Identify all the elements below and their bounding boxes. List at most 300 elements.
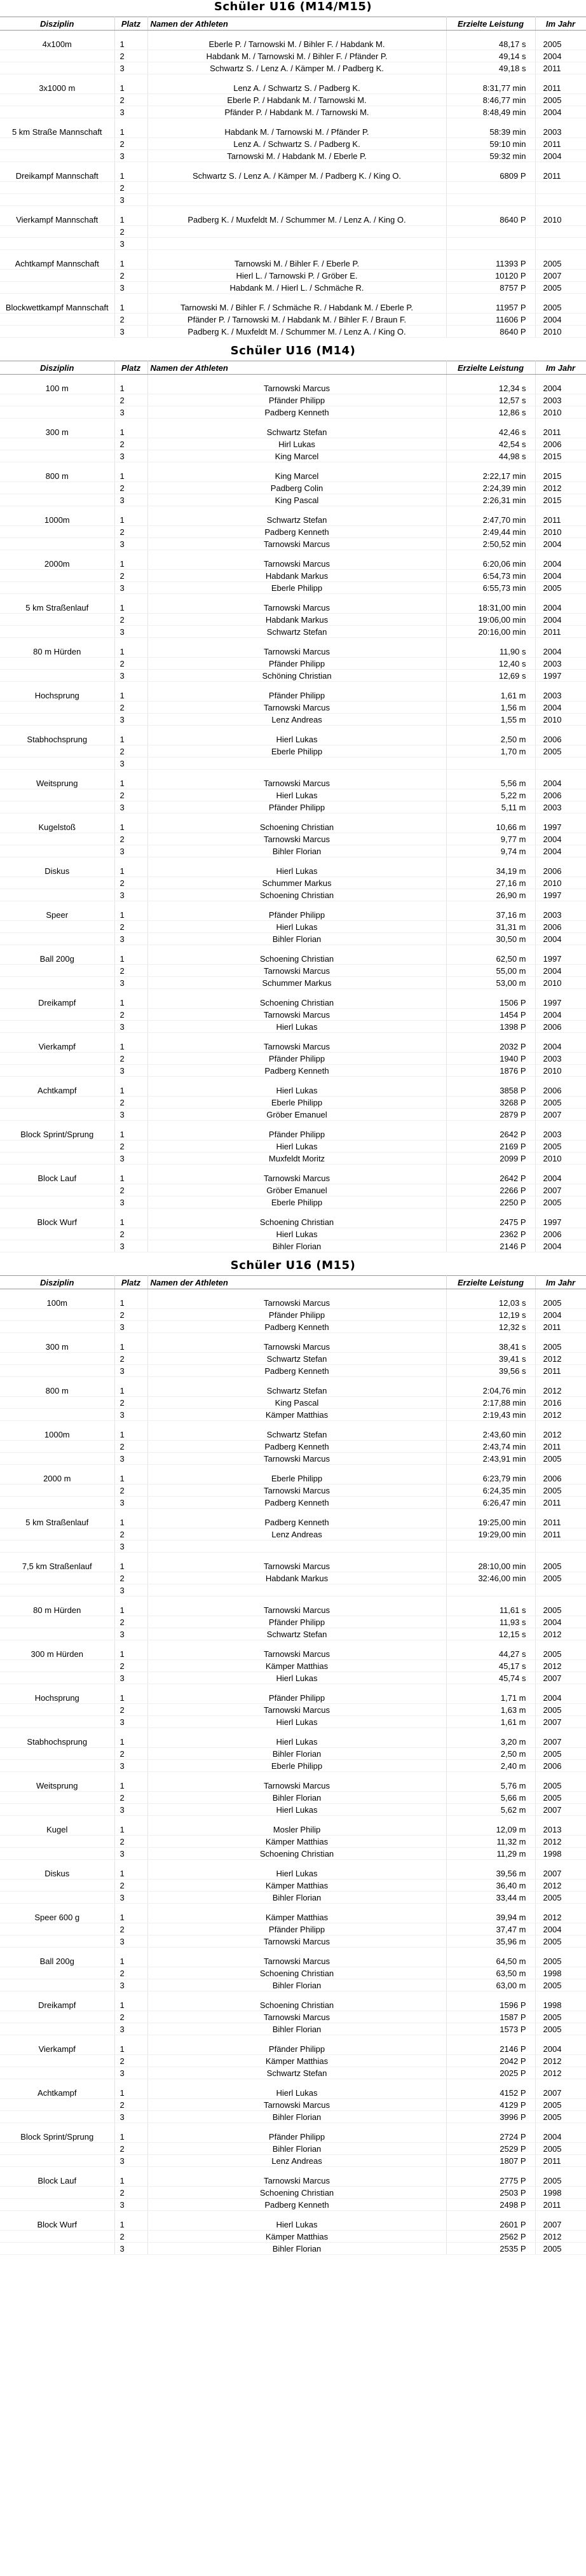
year-cell: 1998 (535, 1967, 586, 1979)
athletes-cell: Tarnowski Marcus (147, 1041, 446, 1053)
spacer-row (0, 294, 586, 302)
spacer-row (0, 550, 586, 558)
place-cell: 2 (114, 394, 147, 406)
discipline-cell: Block Wurf (0, 1216, 114, 1228)
performance-cell: 2:50,52 min (446, 538, 535, 550)
athletes-cell: Tarnowski M. / Bihler F. / Schmäche R. / Habdank M. / Eberle P. (147, 301, 446, 314)
table-row (0, 1009, 586, 1021)
discipline-cell: Speer 600 g (0, 1911, 114, 1923)
table-row (0, 997, 586, 1009)
discipline-cell (0, 614, 114, 626)
table-row (0, 2111, 586, 2123)
performance-cell: 6:54,73 min (446, 570, 535, 582)
athletes-cell: Schummer Markus (147, 977, 446, 989)
performance-cell: 34,19 m (446, 865, 535, 877)
year-cell: 2011 (535, 170, 586, 182)
discipline-cell: 800 m (0, 1385, 114, 1397)
table-row (0, 1097, 586, 1109)
discipline-cell (0, 150, 114, 162)
place-cell: 2 (114, 877, 147, 889)
year-cell: 2005 (535, 2175, 586, 2187)
section-title: Schüler U16 (M15) (230, 1259, 356, 1272)
place-cell: 2 (114, 50, 147, 62)
place-cell: 2 (114, 1572, 147, 1584)
performance-cell: 2:19,43 min (446, 1409, 535, 1421)
table-row (0, 106, 586, 118)
place-cell: 3 (114, 845, 147, 857)
performance-cell: 45,17 s (446, 1660, 535, 1672)
performance-cell: 2:04,76 min (446, 1385, 535, 1397)
table-row (0, 2011, 586, 2023)
year-cell: 1997 (535, 821, 586, 833)
table-row (0, 1560, 586, 1572)
athletes-cell: Pfänder Philipp (147, 1923, 446, 1935)
spacer-row (0, 1033, 586, 1041)
year-cell: 2011 (535, 82, 586, 94)
performance-cell: 36,40 m (446, 1880, 535, 1892)
athletes-cell: King Pascal (147, 1397, 446, 1409)
table-row (0, 646, 586, 658)
discipline-cell: 5 km Straßenlauf (0, 602, 114, 614)
table-row (0, 382, 586, 394)
place-cell: 2 (114, 1880, 147, 1892)
performance-cell: 26,90 m (446, 889, 535, 901)
athletes-cell: Schwartz Stefan (147, 426, 446, 438)
place-cell: 3 (114, 494, 147, 506)
athletes-cell: Hierl Lukas (147, 733, 446, 745)
discipline-cell (0, 282, 114, 294)
athletes-cell: Habdank Markus (147, 614, 446, 626)
performance-cell: 12,19 s (446, 1309, 535, 1321)
spacer-row (0, 770, 586, 778)
place-cell: 2 (114, 182, 147, 194)
place-cell: 1 (114, 733, 147, 745)
athletes-cell: Padberg Colin (147, 482, 446, 494)
performance-cell: 37,16 m (446, 909, 535, 921)
place-cell: 2 (114, 570, 147, 582)
discipline-cell (0, 538, 114, 550)
discipline-cell (0, 50, 114, 62)
performance-cell: 39,94 m (446, 1911, 535, 1923)
athletes-cell: Pfänder P. / Tarnowski M. / Habdank M. / Bihler F. / Braun F. (147, 314, 446, 326)
place-cell: 3 (114, 626, 147, 638)
athletes-cell: Schwartz Stefan (147, 1385, 446, 1397)
table-row (0, 1140, 586, 1153)
discipline-cell (0, 194, 114, 206)
year-cell: 2007 (535, 1867, 586, 1880)
place-cell: 2 (114, 1528, 147, 1541)
performance-cell: 11,90 s (446, 646, 535, 658)
discipline-cell: Diskus (0, 1867, 114, 1880)
discipline-cell (0, 450, 114, 462)
place-cell: 2 (114, 1184, 147, 1196)
year-cell: 2012 (535, 482, 586, 494)
table-row (0, 1041, 586, 1053)
discipline-cell: 100m (0, 1297, 114, 1309)
table-row (0, 182, 586, 194)
athletes-cell: Tarnowski Marcus (147, 833, 446, 845)
table-row (0, 821, 586, 833)
performance-cell: 2042 P (446, 2055, 535, 2067)
athletes-cell: Schoening Christian (147, 1967, 446, 1979)
year-cell: 2011 (535, 1365, 586, 1377)
performance-cell: 33,44 m (446, 1892, 535, 1904)
performance-cell: 1876 P (446, 1065, 535, 1077)
place-cell: 2 (114, 2055, 147, 2067)
discipline-cell (0, 1541, 114, 1553)
performance-cell (446, 238, 535, 250)
place-cell: 3 (114, 406, 147, 419)
place-cell: 3 (114, 538, 147, 550)
table-row (0, 394, 586, 406)
table-row (0, 2187, 586, 2199)
athletes-cell: Habdank M. / Hierl L. / Schmäche R. (147, 282, 446, 294)
performance-cell: 1,61 m (446, 689, 535, 702)
year-cell: 2004 (535, 602, 586, 614)
athletes-cell: Muxfeldt Moritz (147, 1153, 446, 1165)
year-cell: 2010 (535, 714, 586, 726)
column-header-year: Im Jahr (535, 361, 586, 375)
athletes-cell: Padberg Kenneth (147, 526, 446, 538)
performance-cell: 1,56 m (446, 702, 535, 714)
performance-cell: 12,09 m (446, 1824, 535, 1836)
place-cell: 1 (114, 1560, 147, 1572)
performance-cell: 2:47,70 min (446, 514, 535, 526)
year-cell: 2007 (535, 270, 586, 282)
year-cell: 2006 (535, 1760, 586, 1772)
place-cell: 3 (114, 1021, 147, 1033)
table-row (0, 94, 586, 106)
place-cell: 3 (114, 1804, 147, 1816)
year-cell: 2005 (535, 2243, 586, 2255)
table-row (0, 1065, 586, 1077)
spacer-row (0, 1165, 586, 1173)
place-cell: 1 (114, 1867, 147, 1880)
performance-cell (446, 1541, 535, 1553)
performance-cell: 2642 P (446, 1172, 535, 1184)
place-cell: 3 (114, 714, 147, 726)
discipline-cell: 100 m (0, 382, 114, 394)
table-row (0, 1321, 586, 1333)
table-row (0, 953, 586, 965)
discipline-cell: Ball 200g (0, 953, 114, 965)
year-cell: 2004 (535, 314, 586, 326)
performance-cell: 6:24,35 min (446, 1485, 535, 1497)
spacer-row (0, 375, 586, 383)
performance-cell: 4152 P (446, 2087, 535, 2099)
performance-cell: 11957 P (446, 301, 535, 314)
place-cell: 3 (114, 1892, 147, 1904)
year-cell: 2012 (535, 1660, 586, 1672)
table-row (0, 789, 586, 801)
place-cell: 1 (114, 1172, 147, 1184)
year-cell: 2005 (535, 1097, 586, 1109)
table-row (0, 1128, 586, 1140)
year-cell: 2012 (535, 1836, 586, 1848)
place-cell: 1 (114, 170, 147, 182)
table-row (0, 301, 586, 314)
athletes-cell: Pfänder Philipp (147, 1692, 446, 1704)
discipline-cell (0, 582, 114, 594)
year-cell: 2004 (535, 2131, 586, 2143)
table-row (0, 1616, 586, 1628)
performance-cell: 11,32 m (446, 1836, 535, 1848)
table-row (0, 38, 586, 50)
place-cell: 3 (114, 1196, 147, 1208)
spacer-row (0, 1684, 586, 1693)
athletes-cell: Tarnowski M. / Habdank M. / Eberle P. (147, 150, 446, 162)
discipline-cell (0, 1716, 114, 1728)
place-cell: 2 (114, 1097, 147, 1109)
year-cell: 2010 (535, 406, 586, 419)
table-row (0, 50, 586, 62)
table-header-row (0, 361, 586, 375)
performance-cell: 2250 P (446, 1196, 535, 1208)
discipline-cell: 80 m Hürden (0, 1604, 114, 1616)
athletes-cell: Pfänder Philipp (147, 394, 446, 406)
discipline-cell (0, 1065, 114, 1077)
performance-cell: 30,50 m (446, 933, 535, 945)
table-row (0, 1748, 586, 1760)
performance-cell: 2266 P (446, 1184, 535, 1196)
athletes-cell (147, 1541, 446, 1553)
table-row (0, 1848, 586, 1860)
discipline-cell (0, 2243, 114, 2255)
place-cell: 3 (114, 582, 147, 594)
athletes-cell: Schwartz S. / Lenz A. / Kämper M. / Padberg K. (147, 62, 446, 74)
discipline-cell (0, 138, 114, 150)
performance-cell: 2025 P (446, 2067, 535, 2079)
year-cell: 2012 (535, 2231, 586, 2243)
year-cell: 2004 (535, 538, 586, 550)
performance-cell: 39,56 m (446, 1867, 535, 1880)
performance-cell: 49,14 s (446, 50, 535, 62)
column-header-names: Namen der Athleten (147, 361, 446, 375)
year-cell: 2006 (535, 865, 586, 877)
place-cell: 1 (114, 382, 147, 394)
table-row (0, 438, 586, 450)
year-cell: 2010 (535, 214, 586, 226)
discipline-cell (0, 1097, 114, 1109)
place-cell: 2 (114, 789, 147, 801)
discipline-cell (0, 1616, 114, 1628)
performance-cell: 8:48,49 min (446, 106, 535, 118)
athletes-cell: Pfänder Philipp (147, 1309, 446, 1321)
records-table (0, 17, 586, 338)
table-row (0, 733, 586, 745)
table-row (0, 745, 586, 758)
place-cell: 2 (114, 226, 147, 238)
athletes-cell: Tarnowski Marcus (147, 1172, 446, 1184)
spacer-row (0, 2123, 586, 2131)
discipline-cell: Achtkampf (0, 2087, 114, 2099)
place-cell: 3 (114, 282, 147, 294)
athletes-cell: Bihler Florian (147, 933, 446, 945)
place-cell: 1 (114, 1297, 147, 1309)
year-cell: 2011 (535, 1441, 586, 1453)
discipline-cell (0, 1184, 114, 1196)
performance-cell: 19:06,00 min (446, 614, 535, 626)
athletes-cell: Tarnowski Marcus (147, 1297, 446, 1309)
performance-cell: 31,31 m (446, 921, 535, 933)
place-cell: 3 (114, 326, 147, 338)
discipline-cell: Stabhochsprung (0, 1736, 114, 1748)
athletes-cell: Hierl Lukas (147, 1716, 446, 1728)
place-cell: 2 (114, 2099, 147, 2111)
athletes-cell: Padberg K. / Muxfeldt M. / Schummer M. / Lenz A. / King O. (147, 214, 446, 226)
discipline-cell (0, 933, 114, 945)
athletes-cell: Lenz A. / Schwartz S. / Padberg K. (147, 82, 446, 94)
table-row (0, 1485, 586, 1497)
spacer-row (0, 1816, 586, 1824)
discipline-cell (0, 801, 114, 814)
athletes-cell: Tarnowski Marcus (147, 602, 446, 614)
athletes-cell: Hierl Lukas (147, 2087, 446, 2099)
place-cell: 1 (114, 777, 147, 789)
athletes-cell: Padberg Kenneth (147, 406, 446, 419)
year-cell: 2004 (535, 614, 586, 626)
athletes-cell: Tarnowski Marcus (147, 1341, 446, 1353)
year-cell: 2005 (535, 2099, 586, 2111)
place-cell: 3 (114, 1497, 147, 1509)
year-cell: 2005 (535, 94, 586, 106)
table-row (0, 1955, 586, 1967)
athletes-cell: Gröber Emanuel (147, 1184, 446, 1196)
discipline-cell: 300 m (0, 426, 114, 438)
performance-cell: 11,29 m (446, 1848, 535, 1860)
table-row (0, 138, 586, 150)
year-cell: 2006 (535, 733, 586, 745)
table-row (0, 62, 586, 74)
table-row (0, 314, 586, 326)
year-cell: 2004 (535, 570, 586, 582)
table-row (0, 1736, 586, 1748)
year-cell: 2004 (535, 646, 586, 658)
performance-cell: 39,41 s (446, 1353, 535, 1365)
place-cell: 2 (114, 702, 147, 714)
performance-cell: 64,50 m (446, 1955, 535, 1967)
performance-cell: 10,66 m (446, 821, 535, 833)
year-cell: 2005 (535, 1892, 586, 1904)
discipline-cell (0, 238, 114, 250)
year-cell: 2006 (535, 789, 586, 801)
discipline-cell: Block Sprint/Sprung (0, 1128, 114, 1140)
year-cell (535, 238, 586, 250)
athletes-cell: Hierl Lukas (147, 1021, 446, 1033)
year-cell (535, 194, 586, 206)
year-cell: 2013 (535, 1824, 586, 1836)
year-cell: 2006 (535, 921, 586, 933)
place-cell: 2 (114, 94, 147, 106)
discipline-cell: 2000m (0, 558, 114, 570)
table-row (0, 602, 586, 614)
year-cell: 2005 (535, 282, 586, 294)
discipline-cell (0, 1628, 114, 1640)
performance-cell: 2879 P (446, 1109, 535, 1121)
year-cell: 2012 (535, 1353, 586, 1365)
column-header-discipline: Disziplin (0, 17, 114, 31)
athletes-cell: Hierl Lukas (147, 1672, 446, 1684)
discipline-cell (0, 1453, 114, 1465)
performance-cell: 1506 P (446, 997, 535, 1009)
discipline-cell (0, 1672, 114, 1684)
performance-cell: 1398 P (446, 1021, 535, 1033)
discipline-cell (0, 833, 114, 845)
table-row (0, 1999, 586, 2011)
discipline-cell: 800 m (0, 470, 114, 482)
discipline-cell (0, 482, 114, 494)
spacer-row (0, 1421, 586, 1429)
table-row (0, 2099, 586, 2111)
year-cell: 2005 (535, 1341, 586, 1353)
athletes-cell: Schoening Christian (147, 953, 446, 965)
place-cell: 2 (114, 1485, 147, 1497)
table-row (0, 558, 586, 570)
table-row (0, 689, 586, 702)
place-cell: 1 (114, 558, 147, 570)
place-cell: 1 (114, 426, 147, 438)
discipline-cell: Hochsprung (0, 1692, 114, 1704)
year-cell: 2005 (535, 1297, 586, 1309)
place-cell: 3 (114, 1065, 147, 1077)
performance-cell: 1,70 m (446, 745, 535, 758)
discipline-cell (0, 1660, 114, 1672)
athletes-cell: Schoening Christian (147, 2187, 446, 2199)
performance-cell: 44,98 s (446, 450, 535, 462)
performance-cell: 9,77 m (446, 833, 535, 845)
year-cell: 2005 (535, 2011, 586, 2023)
performance-cell: 11393 P (446, 258, 535, 270)
table-row (0, 1604, 586, 1616)
table-row (0, 1572, 586, 1584)
place-cell: 2 (114, 1228, 147, 1240)
discipline-cell (0, 94, 114, 106)
performance-cell: 1,55 m (446, 714, 535, 726)
table-row (0, 1497, 586, 1509)
table-row (0, 582, 586, 594)
table-row (0, 965, 586, 977)
place-cell: 3 (114, 1453, 147, 1465)
table-row (0, 238, 586, 250)
table-row (0, 1880, 586, 1892)
performance-cell: 38,41 s (446, 1341, 535, 1353)
performance-cell: 1,61 m (446, 1716, 535, 1728)
place-cell: 1 (114, 2087, 147, 2099)
discipline-cell: Kugelstoß (0, 821, 114, 833)
athletes-cell: Bihler Florian (147, 1748, 446, 1760)
table-row (0, 1409, 586, 1421)
athletes-cell: Hierl Lukas (147, 1140, 446, 1153)
spacer-row (0, 594, 586, 602)
year-cell: 2007 (535, 1736, 586, 1748)
spacer-row (0, 1904, 586, 1912)
performance-cell: 53,00 m (446, 977, 535, 989)
place-cell: 1 (114, 1736, 147, 1748)
spacer-row (0, 462, 586, 471)
place-cell: 3 (114, 194, 147, 206)
performance-cell: 2362 P (446, 1228, 535, 1240)
athletes-cell: Bihler Florian (147, 845, 446, 857)
year-cell: 2006 (535, 1084, 586, 1097)
discipline-cell: 2000 m (0, 1472, 114, 1485)
athletes-cell: Tarnowski Marcus (147, 1453, 446, 1465)
table-row (0, 714, 586, 726)
discipline-cell (0, 314, 114, 326)
discipline-cell (0, 1497, 114, 1509)
discipline-cell (0, 326, 114, 338)
spacer-row (0, 682, 586, 690)
performance-cell: 9,74 m (446, 845, 535, 857)
